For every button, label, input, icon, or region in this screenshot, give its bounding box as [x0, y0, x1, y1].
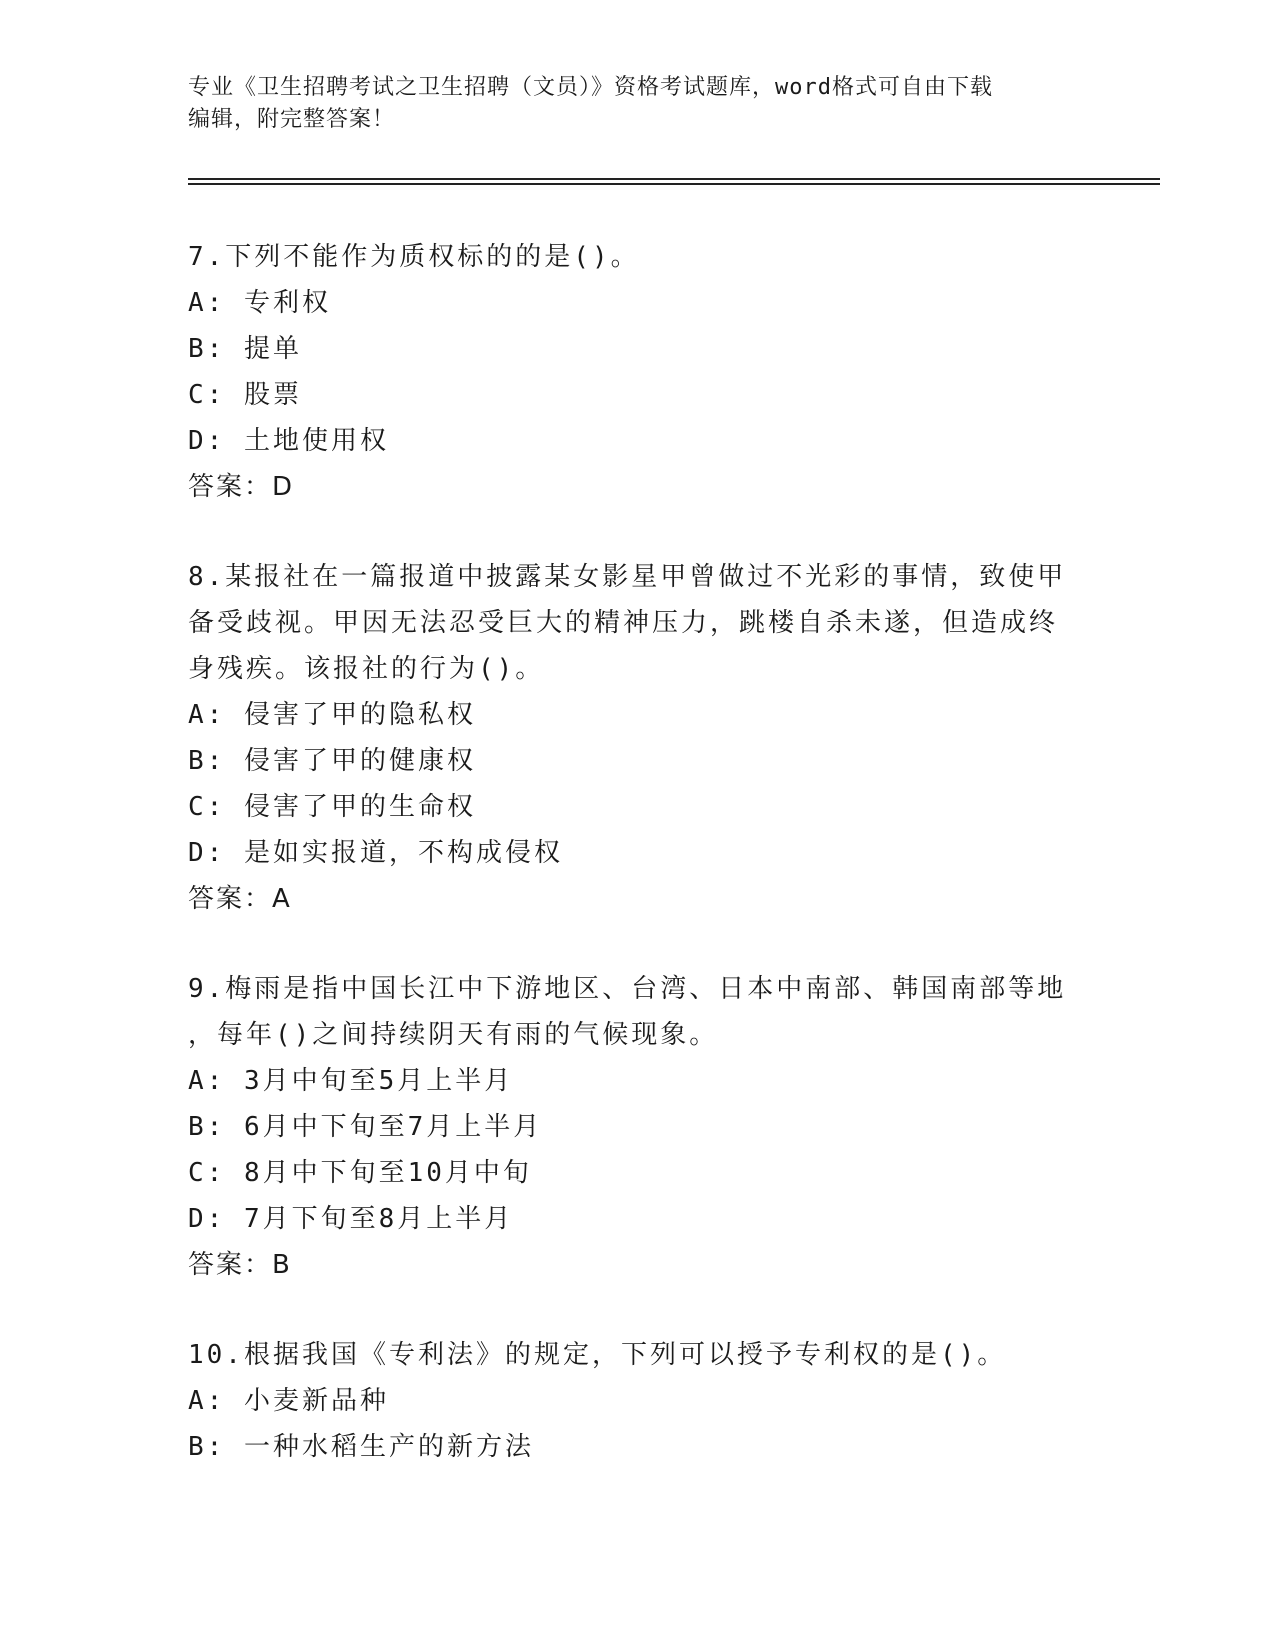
question-stem-line-3: 身残疾。该报社的行为()。 [188, 654, 545, 684]
question-stem: 7.下列不能作为质权标的的是()。 [188, 242, 640, 272]
option-a: A: 小麦新品种 [188, 1386, 389, 1416]
header-line-1: 专业《卫生招聘考试之卫生招聘（文员）》资格考试题库，word格式可自由下载 [188, 75, 993, 100]
option-c: C: 8月中下旬至10月中旬 [188, 1158, 532, 1188]
question-10 [188, 1332, 1088, 1470]
answer-label: 答案：D [188, 472, 295, 502]
option-d: D: 是如实报道，不构成侵权 [188, 838, 563, 868]
question-stem-line-2: ，每年()之间持续阴天有雨的气候现象。 [188, 1020, 719, 1050]
question-7 [188, 234, 1088, 510]
question-stem-line-1: 9.梅雨是指中国长江中下游地区、台湾、日本中南部、韩国南部等地 [188, 974, 1067, 1004]
header-rule-bottom [188, 183, 1160, 185]
header-line-2: 编辑，附完整答案！ [188, 107, 396, 132]
option-a: A: 专利权 [188, 288, 331, 318]
document-header [188, 72, 1088, 136]
option-b: B: 提单 [188, 334, 302, 364]
header-rule-top [188, 178, 1160, 180]
question-stem-line-2: 备受歧视。甲因无法忍受巨大的精神压力，跳楼自杀未遂，但造成终 [188, 608, 1059, 638]
option-d: D: 7月下旬至8月上半月 [188, 1204, 514, 1234]
option-a: A: 3月中旬至5月上半月 [188, 1066, 514, 1096]
option-a: A: 侵害了甲的隐私权 [188, 700, 476, 730]
option-c: C: 股票 [188, 380, 302, 410]
option-b: B: 一种水稻生产的新方法 [188, 1432, 534, 1462]
question-list [188, 234, 1088, 1514]
question-stem: 10.根据我国《专利法》的规定，下列可以授予专利权的是()。 [188, 1340, 1007, 1370]
question-stem-line-1: 8.某报社在一篇报道中披露某女影星甲曾做过不光彩的事情，致使甲 [188, 562, 1067, 592]
option-c: C: 侵害了甲的生命权 [188, 792, 476, 822]
question-9 [188, 966, 1088, 1288]
option-d: D: 土地使用权 [188, 426, 389, 456]
question-8 [188, 554, 1088, 922]
answer-label: 答案：A [188, 884, 292, 914]
option-b: B: 6月中下旬至7月上半月 [188, 1112, 543, 1142]
answer-label: 答案：B [188, 1250, 292, 1280]
option-b: B: 侵害了甲的健康权 [188, 746, 476, 776]
